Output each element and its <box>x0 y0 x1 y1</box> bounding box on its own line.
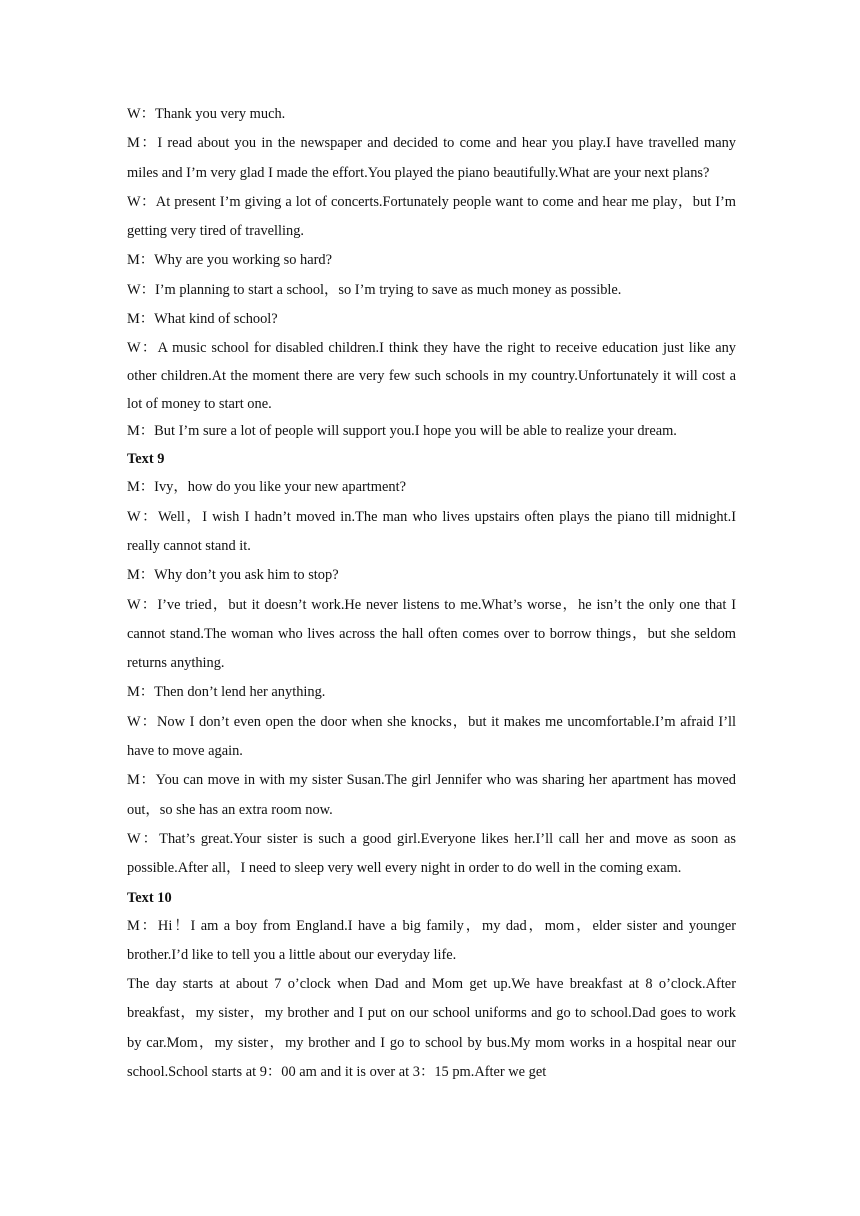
dialogue-line: W：That’s great.Your sister is such a good girl.Everyone likes her.I’ll call her and move as soon as possible.After all，I need to sleep very well every night in order to do well in the coming exam. <box>127 830 736 877</box>
dialogue-line: M：You can move in with my sister Susan.The girl Jennifer who was sharing her apartment has moved out，so she has an extra room now. <box>127 772 736 818</box>
document-body <box>127 100 736 1087</box>
dialogue-line: M：What kind of school? <box>127 311 278 328</box>
dialogue-line: W：At present I’m giving a lot of concerts.Fortunately people want to come and hear me play，but I’m getting very tired of travelling. <box>127 193 736 240</box>
dialogue-line: M：Hi！I am a boy from England.I have a big family，my dad，mom，elder sister and younger brother.I’d like to tell you a little about our everyday life. <box>127 917 736 963</box>
dialogue-line: W：I’ve tried，but it doesn’t work.He never listens to me.What’s worse，he isn’t the only one that I cannot stand.The woman who lives across the hall often comes over to borrow things，but she seldom returns anything. <box>127 596 736 672</box>
dialogue-line: W：Now I don’t even open the door when she knocks，but it makes me uncomfortable.I’m afraid I’ll have to move again. <box>127 713 736 760</box>
dialogue-line: W：Well，I wish I hadn’t moved in.The man who lives upstairs often plays the piano till midnight.I really cannot stand it. <box>127 508 736 554</box>
dialogue-line: W：I’m planning to start a school，so I’m trying to save as much money as possible. <box>127 281 622 298</box>
dialogue-line: M：I read about you in the newspaper and decided to come and hear you play.I have travelled many miles and I’m very glad I made the effort.You played the piano beautifully.What are your next plans? <box>127 135 736 181</box>
paragraph: The day starts at about 7 o’clock when Dad and Mom get up.We have breakfast at 8 o’clock.After breakfast，my sister，my brother and I put on our school uniforms and go to school.Dad goes to work by car.Mom，my sister，my brother and I go to school by bus.My mom works in a hospital near our school.School starts at 9：00 am and it is over at 3：15 pm.After we get <box>127 976 736 1081</box>
section-heading: Text 9 <box>127 451 165 468</box>
dialogue-line: M：Why don’t you ask him to stop? <box>127 567 339 584</box>
dialogue-line: M：Why are you working so hard? <box>127 252 333 269</box>
section-heading: Text 10 <box>127 889 172 906</box>
dialogue-line: W：Thank you very much. <box>127 106 286 122</box>
dialogue-line: M：Ivy，how do you like your new apartment? <box>127 479 406 496</box>
dialogue-line: M：But I’m sure a lot of people will support you.I hope you will be able to realize your dream. <box>127 423 677 440</box>
dialogue-line: M：Then don’t lend her anything. <box>127 684 326 701</box>
dialogue-line: W：A music school for disabled children.I think they have the right to receive education just like any other children.At the moment there are very few such schools in my country.Unfortunately it will cost a lot of money to start one. <box>127 340 736 413</box>
